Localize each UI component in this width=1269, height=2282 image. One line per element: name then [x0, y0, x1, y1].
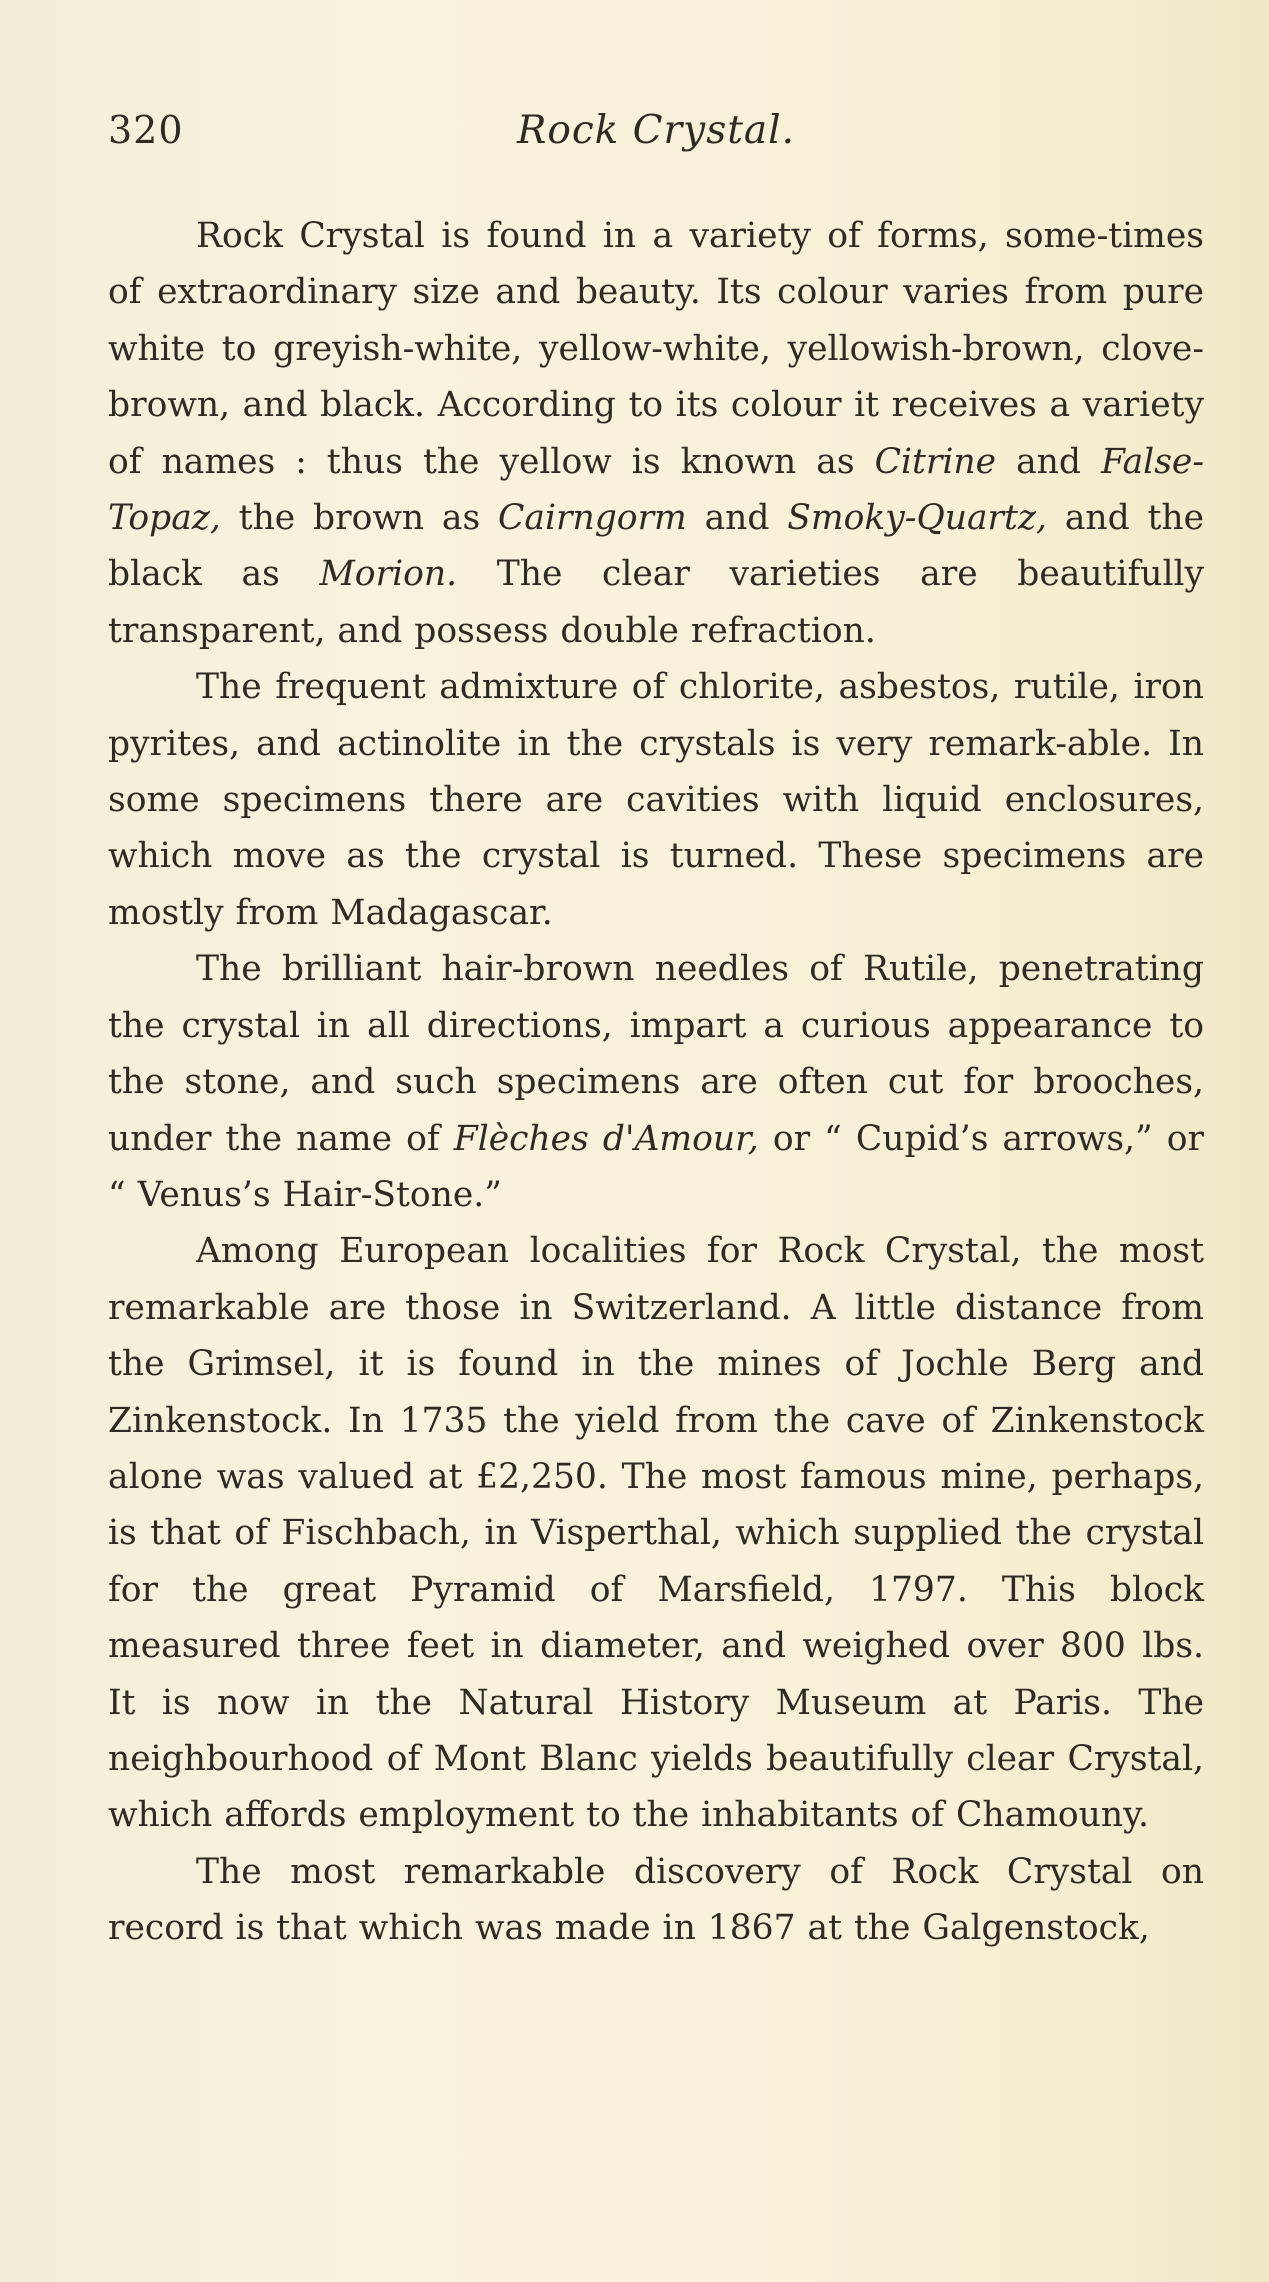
running-head: [108, 108, 1204, 158]
paragraph: The most remarkable discovery of Rock Crystal on record is that which was made in 1867 at the Galgenstock,: [108, 1851, 1204, 1949]
page-number: 320: [108, 108, 184, 152]
running-title: Rock Crystal.: [516, 108, 796, 153]
paragraph: Rock Crystal is found in a variety of forms, some-times of extraordinary size and beauty. Its colour varies from pure white to greyish-white, yellow-white, yellowish-brown, clove-brown, and black. According to its colour it receives a variety of names : thus the yellow is known as Citrine and False-Topaz, the brown as Cairngorm and Smoky-Quartz, and the black as Morion. The clear varieties are beautifully transparent, and possess double refraction.: [108, 216, 1204, 651]
paragraph: The frequent admixture of chlorite, asbestos, rutile, iron pyrites, and actinolite in the crystals is very remark-able. In some specimens there are cavities with liquid enclosures, which move as the crystal is turned. These specimens are mostly from Madagascar.: [108, 667, 1204, 933]
paragraph: The brilliant hair-brown needles of Rutile, penetrating the crystal in all directions, impart a curious appearance to the stone, and such specimens are often cut for brooches, under the name of Flèches d'Amour, or “ Cupid’s arrows,” or “ Venus’s Hair-Stone.”: [108, 949, 1205, 1215]
paragraph: Among European localities for Rock Crystal, the most remarkable are those in Switzerland. A little distance from the Grimsel, it is found in the mines of Jochle Berg and Zinkenstock. In 1735 the yield from the cave of Zinkenstock alone was valued at £2,250. The most famous mine, perhaps, is that of Fischbach, in Visperthal, which supplied the crystal for the great Pyramid of Marsfield, 1797. This block measured three feet in diameter, and weighed over 800 lbs. It is now in the Natural History Museum at Paris. The neighbourhood of Mont Blanc yields beautifully clear Crystal, which affords employment to the inhabitants of Chamouny.: [108, 1231, 1204, 1836]
body-text: [108, 208, 1204, 1957]
